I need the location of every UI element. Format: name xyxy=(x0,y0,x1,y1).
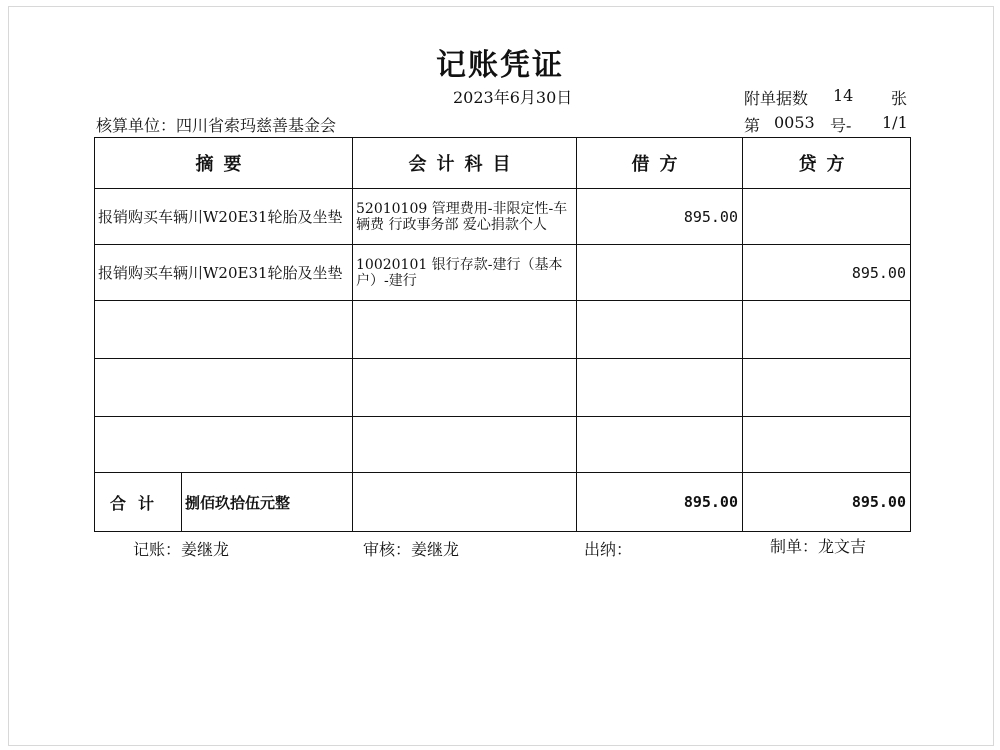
table-row xyxy=(95,189,911,245)
page-indicator: 1/1 xyxy=(882,113,908,132)
reviewer-name: 姜继龙 xyxy=(411,540,460,559)
row-debit: 895.00 xyxy=(577,189,743,245)
attachments-count: 14 xyxy=(833,86,854,105)
total-account-empty xyxy=(353,473,577,532)
row-account xyxy=(353,359,577,417)
preparer-signature xyxy=(770,534,866,557)
reviewer-label: 审核： xyxy=(363,540,412,559)
preparer-name: 龙文吉 xyxy=(818,537,867,556)
row-summary: 报销购买车辆川W20E31轮胎及坐垫 xyxy=(95,189,353,245)
voucher-title: 记账凭证 xyxy=(436,48,564,83)
row-debit xyxy=(577,359,743,417)
total-credit: 895.00 xyxy=(743,473,911,532)
unit-name: 四川省索玛慈善基金会 xyxy=(176,116,337,135)
row-debit xyxy=(577,245,743,301)
total-debit: 895.00 xyxy=(577,473,743,532)
table-row xyxy=(95,417,911,473)
row-summary: 报销购买车辆川W20E31轮胎及坐垫 xyxy=(95,245,353,301)
row-summary xyxy=(95,301,353,359)
bookkeeper-name: 姜继龙 xyxy=(181,540,230,559)
header-row xyxy=(95,138,911,189)
number-label: 第 xyxy=(744,116,761,135)
row-credit: 895.00 xyxy=(743,245,911,301)
number-suffix: 号- xyxy=(830,116,852,135)
header-summary: 摘要 xyxy=(95,138,353,189)
row-credit xyxy=(743,301,911,359)
row-summary xyxy=(95,359,353,417)
attachments-label: 附单据数 xyxy=(744,89,809,108)
row-debit xyxy=(577,417,743,473)
accounting-unit xyxy=(96,113,336,136)
cashier-label: 出纳： xyxy=(584,540,633,559)
cashier-signature xyxy=(584,537,632,560)
voucher-table xyxy=(94,137,911,532)
row-debit xyxy=(577,301,743,359)
voucher-date: 2023年6月30日 xyxy=(453,88,573,107)
unit-label: 核算单位： xyxy=(96,116,177,135)
preparer-label: 制单： xyxy=(770,537,819,556)
total-cell xyxy=(95,473,353,532)
table-row xyxy=(95,359,911,417)
bookkeeper-label: 记账： xyxy=(133,540,182,559)
row-credit xyxy=(743,359,911,417)
total-row xyxy=(95,473,911,532)
table-row xyxy=(95,301,911,359)
header-credit: 贷方 xyxy=(743,138,911,189)
bookkeeper-signature xyxy=(133,537,229,560)
header-account: 会计科目 xyxy=(353,138,577,189)
total-label: 合计 xyxy=(95,473,182,531)
header-debit: 借方 xyxy=(577,138,743,189)
attachments-unit: 张 xyxy=(891,89,908,108)
row-summary xyxy=(95,417,353,473)
row-credit xyxy=(743,417,911,473)
row-credit xyxy=(743,189,911,245)
row-account xyxy=(353,417,577,473)
total-amount-words: 捌佰玖拾伍元整 xyxy=(185,493,291,512)
voucher-number: 0053 xyxy=(774,113,815,132)
reviewer-signature xyxy=(363,537,459,560)
row-account: 10020101 银行存款-建行（基本户）-建行 xyxy=(353,245,577,301)
table-row xyxy=(95,245,911,301)
row-account xyxy=(353,301,577,359)
row-account: 52010109 管理费用-非限定性-车辆费 行政事务部 爱心捐款个人 xyxy=(353,189,577,245)
